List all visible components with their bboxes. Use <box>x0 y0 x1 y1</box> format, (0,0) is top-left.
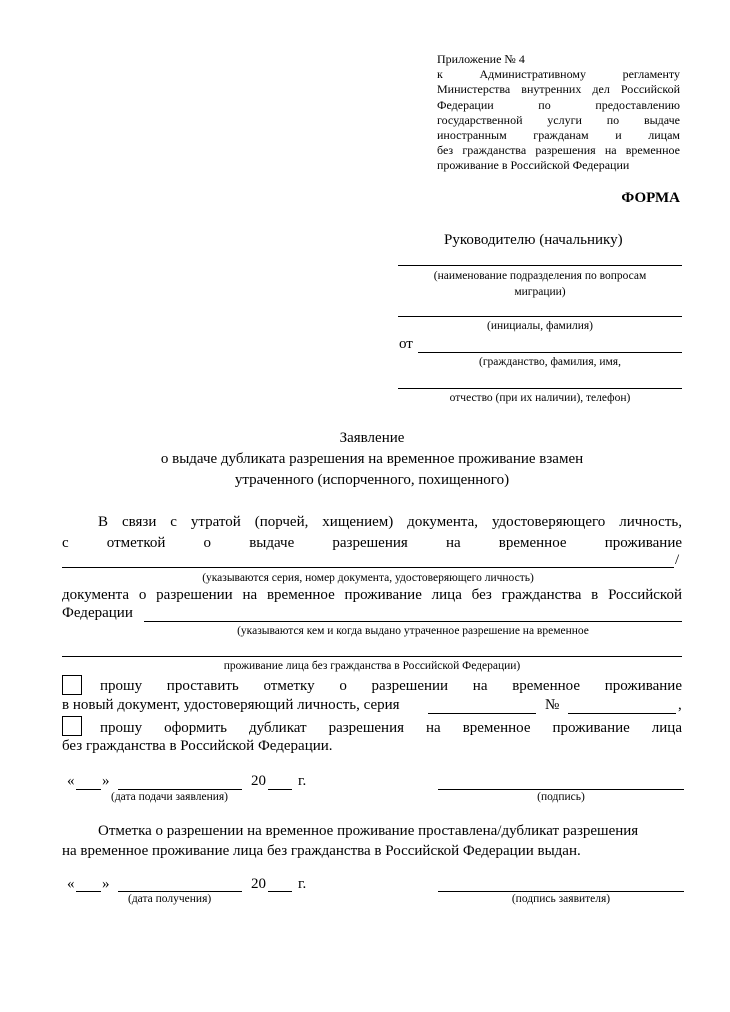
year-suffix: г. <box>298 773 307 789</box>
body-line: документа о разрешении на временное проживание лица без гражданства в Российской <box>62 587 682 603</box>
applicant-signature-field[interactable] <box>438 891 684 892</box>
issuer-field[interactable] <box>144 621 682 622</box>
year-prefix: 20 <box>251 876 266 892</box>
year-suffix: г. <box>298 876 307 892</box>
annex-line: государственной услуги по выдаче <box>437 112 680 127</box>
option-1-checkbox[interactable] <box>62 675 82 695</box>
signature-hint: (подпись заявителя) <box>511 893 611 905</box>
option-2-checkbox[interactable] <box>62 716 82 736</box>
annex-line: иностранным гражданам и лицам <box>437 128 680 143</box>
comma-mark: , <box>678 697 682 713</box>
series-field[interactable] <box>428 713 536 714</box>
doc-title: о выдаче дубликата разрешения на временное проживание взамен <box>160 451 584 467</box>
option-2-text: прошу оформить дубликат разрешения на временное проживание лица <box>100 720 682 736</box>
initials-hint: (инициалы, фамилия) <box>486 320 594 332</box>
dept-hint: (наименование подразделения по вопросам <box>433 270 647 282</box>
year-field[interactable] <box>268 789 292 790</box>
annex-block <box>437 52 680 174</box>
signature-field[interactable] <box>438 789 684 790</box>
number-field[interactable] <box>568 713 676 714</box>
signature-hint: (подпись) <box>537 791 585 803</box>
note-line: на временное проживание лица без гражданства в Российской Федерации выдан. <box>62 843 581 859</box>
date-hint: (дата подачи заявления) <box>111 791 228 803</box>
quote-open: « <box>67 876 75 892</box>
note-line: Отметка о разрешении на временное проживание проставлена/дубликат разрешения <box>98 823 639 839</box>
quote-close: » <box>102 773 110 789</box>
form-label: ФОРМА <box>621 190 680 206</box>
issuer-hint: проживание лица без гражданства в Российской Федерации) <box>223 660 521 672</box>
initials-field[interactable] <box>398 316 682 317</box>
annex-line: Министерства внутренних дел Российской <box>437 82 680 97</box>
annex-line: без гражданства разрешения на временное <box>437 143 680 158</box>
citizenship-hint: (гражданство, фамилия, имя, <box>479 356 621 368</box>
year-prefix: 20 <box>251 773 266 789</box>
doc-title: Заявление <box>339 430 405 446</box>
date-hint: (дата получения) <box>128 893 212 905</box>
month-field[interactable] <box>118 891 242 892</box>
patronymic-field[interactable] <box>398 388 682 389</box>
day-field[interactable] <box>76 789 101 790</box>
day-field[interactable] <box>76 891 101 892</box>
option-2-text: без гражданства в Российской Федерации. <box>62 738 333 754</box>
body-line: Федерации <box>62 605 133 621</box>
month-field[interactable] <box>118 789 242 790</box>
annex-line: Федерации по предоставлению <box>437 97 680 112</box>
annex-line: проживание в Российской Федерации <box>437 158 630 173</box>
body-line: В связи с утратой (порчей, хищением) документа, удостоверяющего личность, <box>98 514 682 530</box>
option-1-text: прошу проставить отметку о разрешении на временное проживание <box>100 678 682 694</box>
quote-close: » <box>102 876 110 892</box>
option-1-text: в новый документ, удостоверяющий личность, серия <box>62 697 400 713</box>
body-line: с отметкой о выдаче разрешения на временное проживание <box>62 535 682 551</box>
from-label: от <box>399 336 413 352</box>
issuer-field-2[interactable] <box>62 656 682 657</box>
dept-field[interactable] <box>398 265 682 266</box>
document-field[interactable] <box>62 567 674 568</box>
slash-mark: / <box>675 552 680 568</box>
dept-hint: миграции) <box>514 286 566 298</box>
issuer-hint: (указываются кем и когда выдано утраченное разрешение на временное <box>237 625 589 637</box>
patronymic-hint: отчество (при их наличии), телефон) <box>449 392 631 404</box>
number-sign: № <box>545 697 560 713</box>
year-field[interactable] <box>268 891 292 892</box>
quote-open: « <box>67 773 75 789</box>
applicant-field[interactable] <box>418 352 682 353</box>
document-hint: (указываются серия, номер документа, удостоверяющего личность) <box>202 572 534 584</box>
annex-line: Приложение № 4 <box>437 52 525 66</box>
addressee-title: Руководителю (начальнику) <box>444 232 623 248</box>
annex-line: к Административному регламенту <box>437 67 680 82</box>
doc-title: утраченного (испорченного, похищенного) <box>234 472 510 488</box>
